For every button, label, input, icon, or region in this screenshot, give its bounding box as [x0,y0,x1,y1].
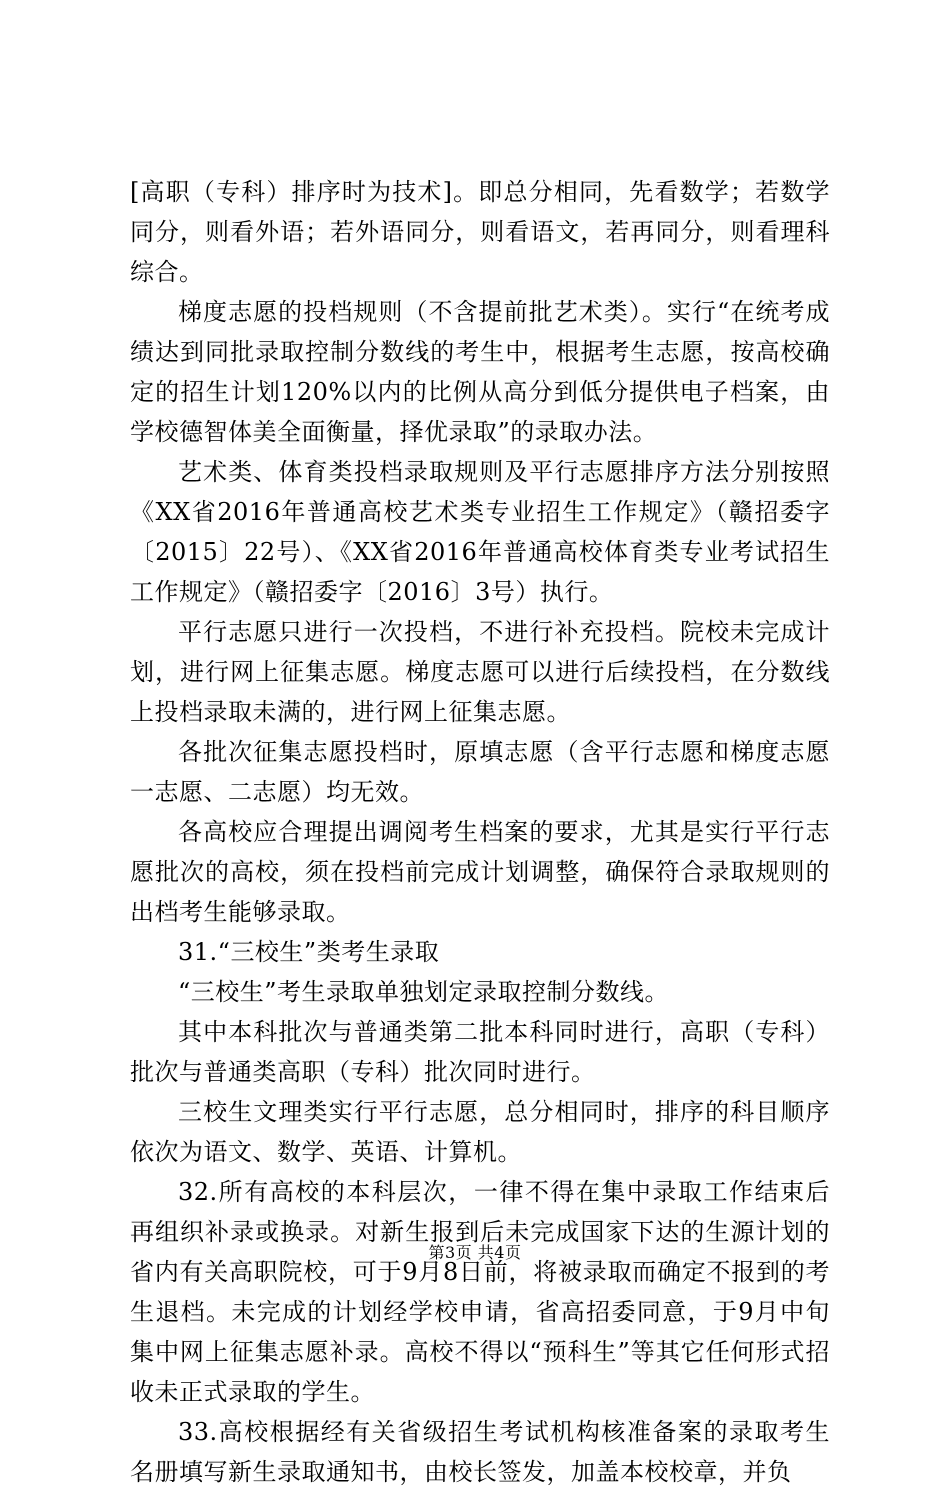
document-body [130,172,830,1492]
paragraph-32: 32.所有高校的本科层次，一律不得在集中录取工作结束后再组织补录或换录。对新生报到后未完成国家下达的生源计划的省内有关高职院校，可于9月8日前，将被录取而确定不报到的考生退档。未完成的计划经学校申请，省高招委同意，于9月中旬集中网上征集志愿补录。高校不得以“预科生”等其它任何形式招收未正式录取的学生。 [130,1178,830,1406]
paragraph-ranking-rule: [高职（专科）排序时为技术]。即总分相同，先看数学；若数学同分，则看外语；若外语同分，则看语文，若再同分，则看理科综合。 [130,178,830,286]
paragraph-three-school-order: 三校生文理类实行平行志愿，总分相同时，排序的科目顺序依次为语文、数学、英语、计算机。 [130,1098,830,1166]
paragraph-33: 33.高校根据经有关省级招生考试机构核准备案的录取考生名册填写新生录取通知书，由校长签发，加盖本校校章，并负 [130,1418,830,1486]
paragraph-three-school-batches: 其中本科批次与普通类第二批本科同时进行，高职（专科）批次与普通类高职（专科）批次同时进行。 [130,1018,830,1086]
paragraph-art-sports-rule: 艺术类、体育类投档录取规则及平行志愿排序方法分别按照《XX省2016年普通高校艺术类专业招生工作规定》（赣招委字〔2015〕22号）、《XX省2016年普通高校体育类专业考试招生工作规定》（赣招委字〔2016〕3号）执行。 [130,458,830,606]
page-number: 第3页 共4页 [428,1243,522,1262]
paragraph-archive-request: 各高校应合理提出调阅考生档案的要求，尤其是实行平行志愿批次的高校，须在投档前完成计划调整，确保符合录取规则的出档考生能够录取。 [130,818,830,926]
paragraph-collection-invalid: 各批次征集志愿投档时，原填志愿（含平行志愿和梯度志愿一志愿、二志愿）均无效。 [130,738,830,806]
paragraph-three-school-line: “三校生”考生录取单独划定录取控制分数线。 [178,978,670,1006]
paragraph-gradient-rule: 梯度志愿的投档规则（不含提前批艺术类）。实行“在统考成绩达到同批录取控制分数线的考生中，根据考生志愿，按高校确定的招生计划120%以内的比例从高分到低分提供电子档案，由学校德智体美全面衡量，择优录取”的录取办法。 [130,298,830,446]
paragraph-parallel-once: 平行志愿只进行一次投档，不进行补充投档。院校未完成计划，进行网上征集志愿。梯度志愿可以进行后续投档，在分数线上投档录取未满的，进行网上征集志愿。 [130,618,830,726]
section-heading-31: 31.“三校生”类考生录取 [178,938,440,966]
